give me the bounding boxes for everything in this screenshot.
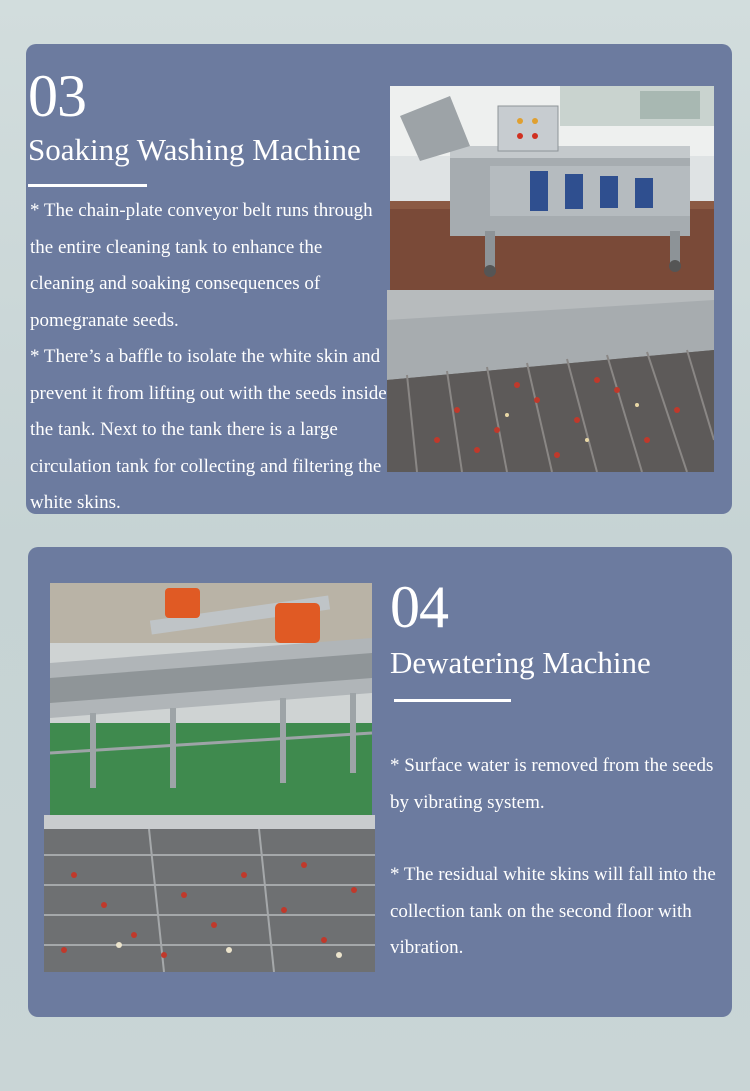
dewatering-screen-photo [44, 815, 375, 972]
dewatering-machine-photo [50, 583, 372, 815]
title-underline [28, 184, 147, 187]
feature-text-1: * Surface water is removed from the seeds by vibrating system. [390, 755, 714, 813]
soaking-machine-photo [390, 86, 714, 290]
title-underline [394, 699, 511, 702]
section-number: 04 [390, 574, 448, 640]
conveyor-closeup-photo [387, 290, 714, 472]
section-dewatering [28, 547, 732, 1017]
feature-text-1: * The chain-plate conveyor belt runs through the entire cleaning tank to enhance the cleaning and soaking consequences of pomegranate seeds. [30, 200, 373, 331]
section-number: 03 [28, 63, 86, 129]
section-title: Soaking Washing Machine [28, 132, 361, 167]
section-soaking-washing [26, 44, 732, 514]
feature-text-2: * There’s a baffle to isolate the white skin and prevent it from lifting out with the seeds inside the tank. Next to the tank there is a large circulation tank for collecting and filtering the white skins. [30, 346, 387, 513]
section-title: Dewatering Machine [390, 645, 651, 680]
feature-text-2: * The residual white skins will fall into the collection tank on the second floor with vibration. [390, 864, 716, 958]
